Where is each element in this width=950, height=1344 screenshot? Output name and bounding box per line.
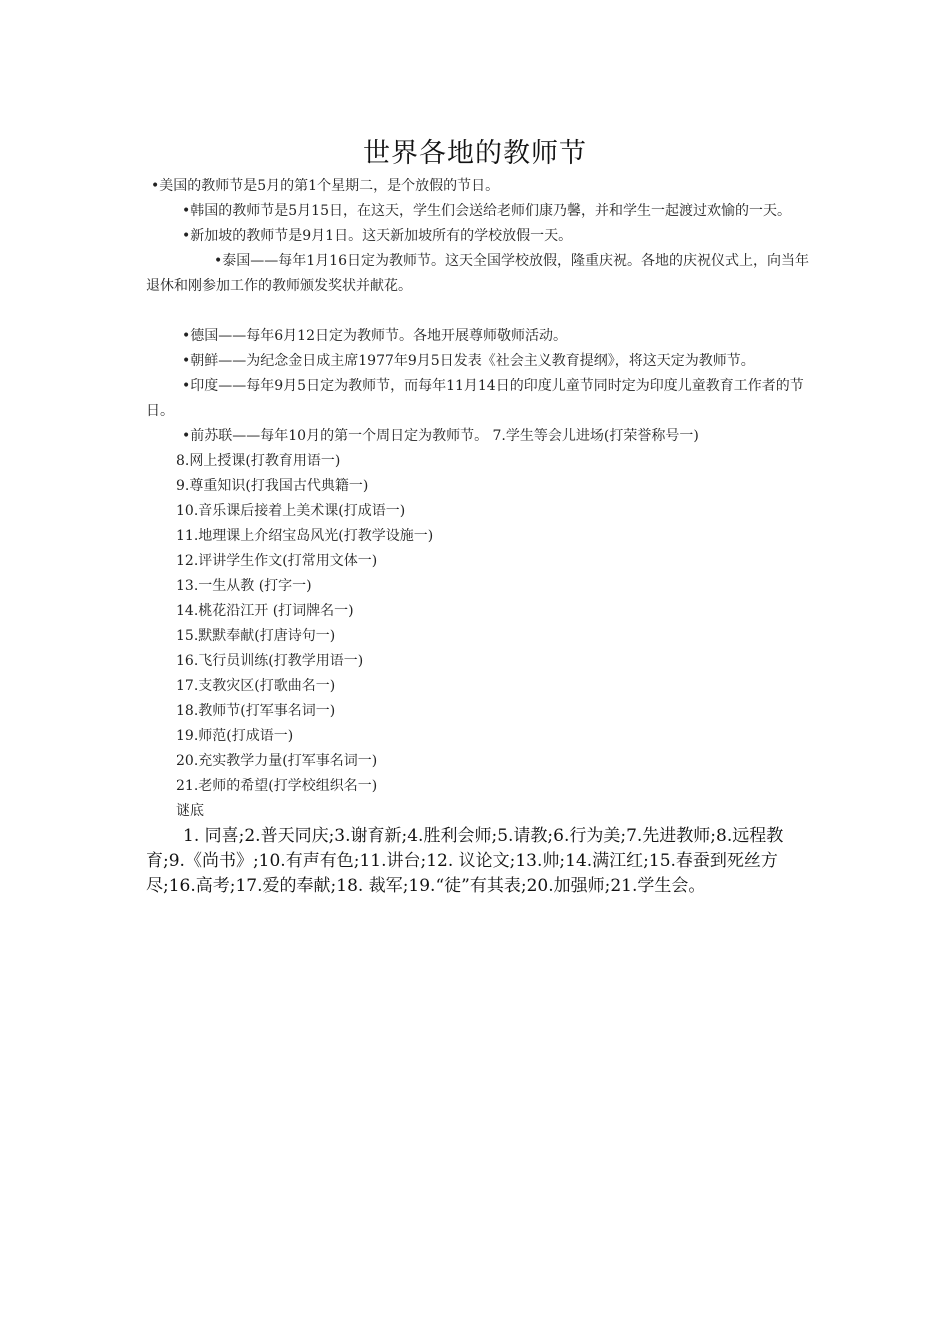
riddle-item: 20.充实教学力量(打军事名词一)	[176, 753, 378, 769]
riddle-item: 11.地理课上介绍宝岛风光(打教学设施一)	[176, 528, 434, 544]
riddle-item: 17.支教灾区(打歌曲名一)	[176, 678, 336, 694]
riddle-item: 15.默默奉献(打唐诗句一)	[176, 628, 336, 644]
riddle-item: 14.桃花沿江开 (打词牌名一)	[176, 603, 354, 619]
paragraph-thailand: •泰国——每年1月16日定为教师节。这天全国学校放假，隆重庆祝。各地的庆祝仪式上，向当年退休和刚参加工作的教师颁发奖状并献花。	[146, 253, 809, 294]
riddle-item: 13.一生从教 (打字一)	[176, 578, 312, 594]
riddle-item: 19.师范(打成语一)	[176, 728, 294, 744]
paragraph-india: •印度——每年9月5日定为教师节，而每年11月14日的印度儿童节同时定为印度儿童教育工作者的节日。	[146, 378, 804, 419]
paragraph-north-korea: •朝鲜——为纪念金日成主席1977年9月5日发表《社会主义教育提纲》，将这天定为教师节。	[182, 353, 755, 369]
paragraph-usa: •美国的教师节是5月的第1个星期二，是个放假的节日。	[151, 178, 500, 194]
document-body	[146, 174, 810, 899]
riddle-item: 21.老师的希望(打学校组织名一)	[176, 778, 378, 794]
riddle-item: 12.评讲学生作文(打常用文体一)	[176, 553, 378, 569]
riddle-item: 18.教师节(打军事名词一)	[176, 703, 336, 719]
paragraph-singapore: •新加坡的教师节是9月1日。这天新加坡所有的学校放假一天。	[182, 228, 573, 244]
paragraph-soviet-union: •前苏联——每年10月的第一个周日定为教师节。 7.学生等会儿进场(打荣誉称号一)	[182, 428, 699, 444]
paragraph-germany: •德国——每年6月12日定为教师节。各地开展尊师敬师活动。	[182, 328, 567, 344]
riddle-item: 8.网上授课(打教育用语一)	[176, 453, 341, 469]
answer-heading: 谜底	[176, 803, 204, 819]
document-title: 世界各地的教师节	[363, 138, 587, 169]
blank-line	[146, 299, 810, 324]
riddle-item: 16.飞行员训练(打教学用语一)	[176, 653, 364, 669]
paragraph-korea: •韩国的教师节是5月15日，在这天，学生们会送给老师们康乃馨，并和学生一起渡过欢愉的一天。	[182, 203, 791, 219]
riddle-list	[146, 449, 810, 799]
answer-text: 1. 同喜;2.普天同庆;3.谢育新;4.胜利会师;5.请教;6.行为美;7.先进教师;8.远程教育;9.《尚书》;10.有声有色;11.讲台;12. 议论文;13.帅;14.满江红;15.春蚕到死丝方尽;16.高考;17.爱的奉献;18. 裁军;19.“徒”有其表;20.加强师;21.学生会。	[146, 826, 784, 896]
riddle-item: 9.尊重知识(打我国古代典籍一)	[176, 478, 369, 494]
riddle-item: 10.音乐课后接着上美术课(打成语一)	[176, 503, 406, 519]
